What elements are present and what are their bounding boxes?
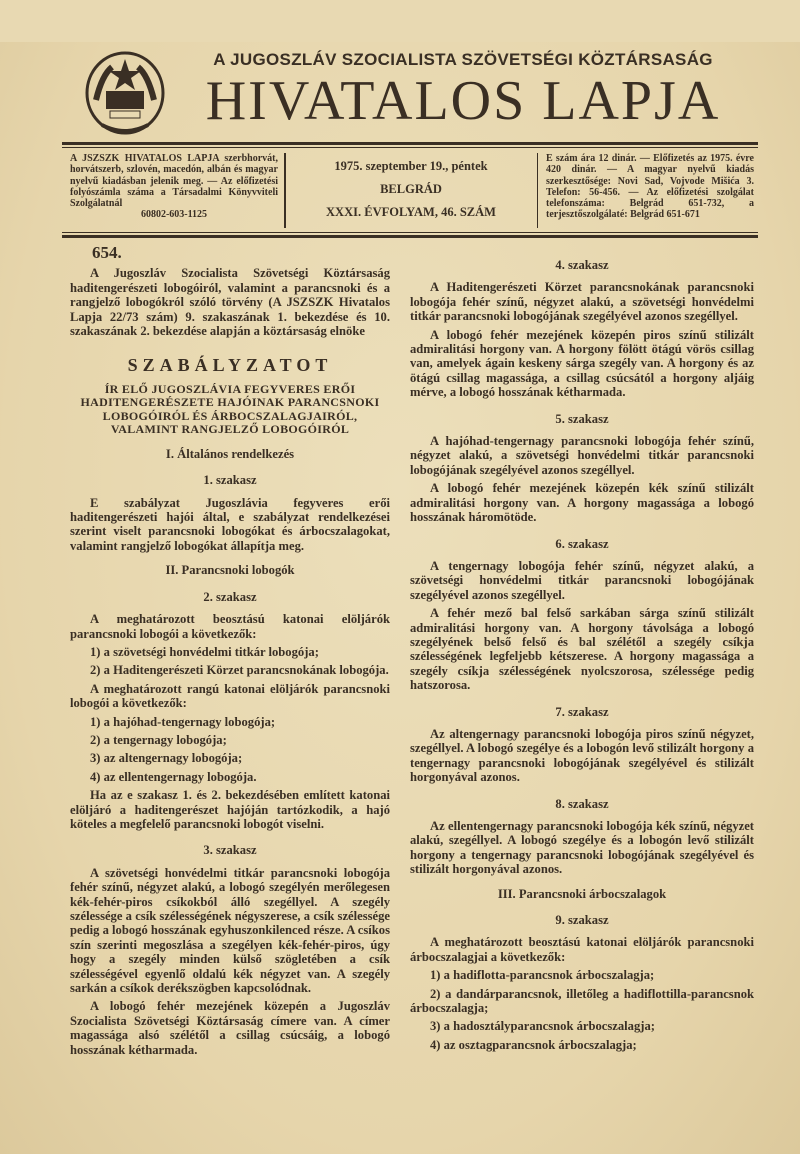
paragraph: A hajóhad-tengernagy parancsnoki lobogója fehér színű, négyzet alakú, a szövetségi honvédelmi titkár parancsnoki lobogójának szegélyével azonos szegéllyel.	[410, 434, 754, 477]
paragraph: A lobogó fehér mezejének közepén kék színű stilizált admiralitási horgony van. A horgony magassága a lobogó hosszának háromötöde.	[410, 481, 754, 525]
masthead-title: HIVATALOS LAPJA	[205, 70, 721, 132]
document-subtitle: ÍR ELŐ JUGOSZLÁVIA FEGYVERES ERŐI HADITENGERÉSZETE HAJÓINAK PARANCSNOKI LOBOGÓIRÓL ÉS ÁRBOCSZALAGJAIRÓL, VALAMINT RANGJELZŐ LOBOGÓIRÓL	[80, 381, 380, 437]
paragraph: E szabályzat Jugoszlávia fegyveres erői haditengerészeti hajói által, e szabályzat rendelkezései szerint viselt parancsnoki lobogókat és árbocszalagokat, valamint rangjelző lobogókat állapítja meg.	[70, 495, 390, 553]
state-emblem-icon	[82, 45, 168, 137]
paragraph: A meghatározott rangú katonai elöljárók parancsnoki lobogói a következők:	[70, 681, 390, 711]
masthead-rule	[62, 142, 758, 145]
chapter-heading: I. Általános rendelkezés	[165, 446, 295, 461]
section-number: 5. szakasz	[555, 411, 609, 426]
list-item: 4) az osztagparancsnok árbocszalagja;	[430, 1037, 637, 1052]
paragraph: A Jugoszláv Szocialista Szövetségi Köztársaság haditengerészeti lobogóiról, valamint a parancsnoki és a rangjelző lobogókról szóló törvény (A JSZSZK Hivatalos Lapja 22/73 szám) 9. szakaszának 1. bekezdése és 10. szakaszának 2. bekezdése alapján a köztársaság elnöke	[70, 266, 390, 339]
issue-info	[286, 153, 537, 228]
section-number: 1. szakasz	[203, 473, 257, 488]
list-item: 2) a tengernagy lobogója;	[90, 732, 227, 747]
paragraph: Az altengernagy parancsnoki lobogója piros színű négyzet, szegéllyel. A lobogó szegélye és a lobogón levő stilizált horgony a tengernagy parancsnoki lobogójának szegélyével és stilizált horgonyával azonos.	[410, 726, 754, 785]
document-title: SZABÁLYZATOT	[127, 355, 333, 376]
publication-info	[62, 153, 284, 228]
chapter-heading: III. Parancsnoki árbocszalagok	[497, 886, 667, 901]
paragraph: A lobogó fehér mezejének közepén piros színű stilizált admiralitási horgony van. A horgony fölött ötágú vörös csillag van, amelyek ágain keskeny sárga szegély van. A horgony és az ötágú csillag magassága, a csillag csúcsától a horgony aljáig mérve, a lobogó hosszának kétharmada.	[410, 327, 754, 400]
section-number: 3. szakasz	[203, 843, 257, 858]
section-number: 2. szakasz	[203, 589, 257, 604]
paragraph: A meghatározott beosztású katonai elöljárók parancsnoki lobogói a következők:	[70, 612, 390, 641]
subscription-info: E szám ára 12 dinár. — Előfizetés az 1975. évre 420 dinár. — A magyar nyelvű kiadás szerkesztősége: Novi Sad, Vojvode Mišića 3. Telefon: 56-456. — Az előfizetési szolgálat telefonszáma: Belgrád 651-732, a terjesztőszolgálaté: Belgrád 651-671	[546, 153, 754, 221]
issue-date: 1975. szeptember 19., péntek	[334, 159, 488, 173]
masthead-subtitle: A JUGOSZLÁV SZOCIALISTA SZÖVETSÉGI KÖZTÁRSASÁG	[213, 50, 713, 69]
left-column	[70, 243, 390, 1061]
chapter-heading: II. Parancsnoki lobogók	[165, 563, 295, 578]
list-item: 4) az ellentengernagy lobogója.	[90, 769, 257, 784]
account-number: 60802-603-1125	[140, 209, 208, 221]
section-number: 8. szakasz	[555, 796, 609, 811]
list-item: 3) a hadosztályparancsnok árbocszalagja;	[430, 1019, 655, 1034]
section-number: 9. szakasz	[555, 913, 609, 928]
columns	[62, 238, 758, 1081]
paragraph: A meghatározott beosztású katonai elöljárók parancsnoki árbocszalagjai a következők:	[410, 935, 754, 964]
info-row	[62, 148, 758, 232]
masthead	[62, 42, 758, 140]
list-item: 1) a szövetségi honvédelmi titkár lobogója;	[90, 644, 319, 659]
paragraph: A fehér mező bal felső sarkában sárga színű stilizált admiralitási horgony van. A horgony távolsága a lobogó szegélyének belső felső és bal szélétől a szegély csíkja szélességének legfeljebb kétszerese. A horgony magassága a szegély csíkja szélességének nyolcszorosa, szélessége pedig hatszorosa.	[410, 606, 754, 693]
paragraph: A Haditengerészeti Körzet parancsnokának parancsnoki lobogója fehér színű, négyzet alakú, a szövetségi honvédelmi titkár parancsnoki lobogójának szegélyével azonos szegéllyel.	[410, 280, 754, 324]
paragraph: A tengernagy lobogója fehér színű, négyzet alakú, a szövetségi honvédelmi titkár parancsnoki lobogójának szegélyével azonos szegéllyel.	[410, 558, 754, 602]
right-column	[410, 246, 754, 1061]
section-number: 4. szakasz	[555, 258, 609, 272]
paragraph: A lobogó fehér mezejének közepén a Jugoszláv Szocialista Szövetségi Köztársaság címere van. A címer magassága alsó szélétől a csillag csúcsáig, a lobogó hosszának kétharmada.	[70, 999, 390, 1057]
publication-info-text: A JSZSZK HIVATALOS LAPJA szerbhorvát, horvátszerb, szlovén, macedón, albán és magyar nyelvű kiadásban jelenik meg. — Az előfizetési folyószámla száma a Társadalmi Könyvviteli Szolgálatnál	[70, 153, 278, 210]
paragraph: Ha az e szakasz 1. és 2. bekezdésében említett katonai elöljáró a haditengerészet hajóján tartózkodik, a hajó köteles a megfelelő parancsnoki lobogót viselni.	[70, 788, 390, 831]
issue-number: XXXI. ÉVFOLYAM, 46. SZÁM	[326, 205, 496, 219]
list-item: 1) a hadiflotta-parancsnok árbocszalagja;	[430, 968, 655, 983]
paragraph: Az ellentengernagy parancsnoki lobogója kék színű, négyzet alakú, szegéllyel. A lobogó szegélye és a lobogón levő stilizált horgony a tengernagy parancsnoki lobogójának szegélyével és stilizált horgonyával azonos.	[410, 819, 754, 877]
gazette-page	[62, 42, 758, 1081]
list-item: 1) a hajóhad-tengernagy lobogója;	[90, 714, 276, 729]
masthead-titles	[168, 50, 758, 132]
paragraph: A szövetségi honvédelmi titkár parancsnoki lobogója fehér színű, négyzet alakú, a lobogó szegélyén merőlegesen kék-fehér-piros csíkokból álló szegéllyel. A szegély szélessége a csík szélességének négyszerese, a csík szélessége pedig a lobogó hosszának egyhuszonkilenced része. A csíkos szín szerinti megoszlása a szegélyen kék-fehér-piros, úgy hogy a szegély minden külső szögletében a csík szélességével egyenlő oldalú kék négyzet van. A szegély sarkán a csíkok derékszögben kapcsolódnak.	[70, 865, 390, 996]
paragraph: 2) a Haditengerészeti Körzet parancsnokának lobogója.	[90, 663, 389, 678]
list-item: 3) az altengernagy lobogója;	[90, 751, 243, 766]
paragraph: 2) a dandárparancsnok, illetőleg a hadiflottilla-parancsnok árbocszalagja;	[410, 986, 754, 1016]
header-bottom-rule-thin	[62, 232, 758, 233]
decree-number: 654.	[92, 243, 122, 262]
issue-city: BELGRÁD	[380, 182, 442, 196]
section-number: 7. szakasz	[555, 704, 609, 719]
section-number: 6. szakasz	[555, 536, 609, 551]
